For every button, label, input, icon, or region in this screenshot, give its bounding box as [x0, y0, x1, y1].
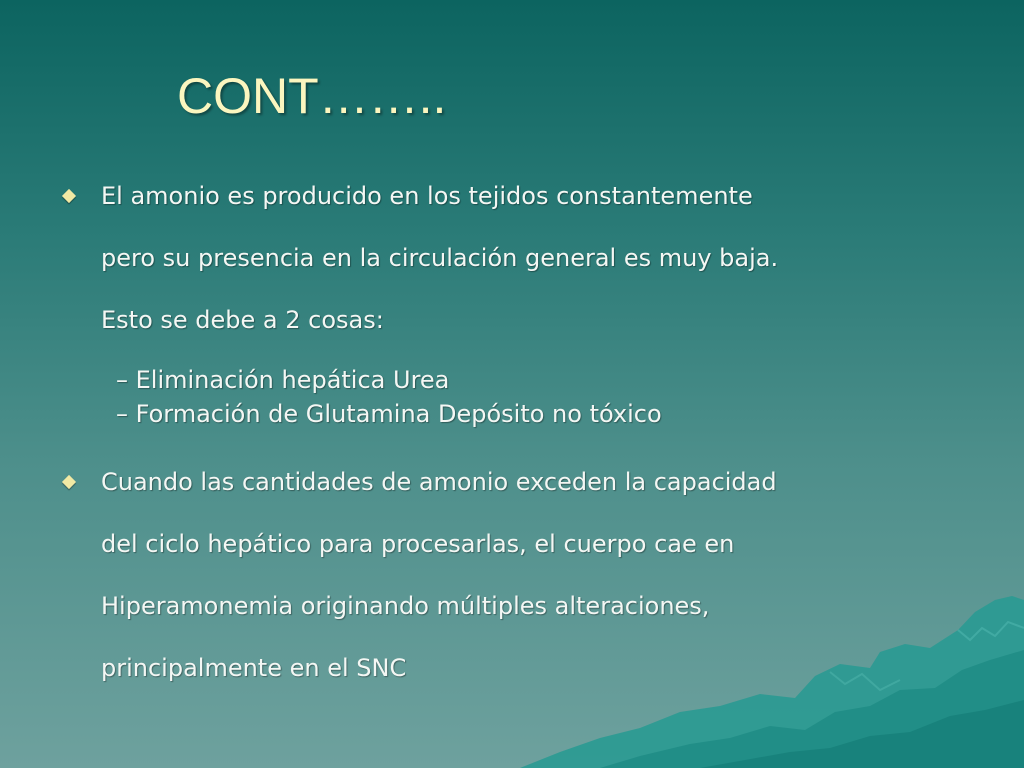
bullet-item [64, 468, 1004, 680]
diamond-bullet-icon [62, 189, 76, 203]
sub-item: – Formación de Glutamina Depósito no tóxico [116, 400, 662, 428]
bullet-text-line: del ciclo hepático para procesarlas, el cuerpo cae en [101, 530, 735, 558]
slide-title: CONT…….. [177, 68, 447, 124]
bullet-text-line: principalmente en el SNC [101, 654, 407, 682]
sub-item: – Eliminación hepática Urea [116, 366, 450, 394]
bullet-text-line: Esto se debe a 2 cosas: [101, 306, 384, 334]
bullet-text-line: pero su presencia en la circulación general es muy baja. [101, 244, 779, 272]
bullet-text-line: Hiperamonemia originando múltiples alteraciones, [101, 592, 710, 620]
bullet-text-line: El amonio es producido en los tejidos constantemente [101, 182, 753, 210]
bullet-text-line: Cuando las cantidades de amonio exceden la capacidad [101, 468, 777, 496]
bullet-item [64, 182, 1004, 332]
diamond-bullet-icon [62, 475, 76, 489]
